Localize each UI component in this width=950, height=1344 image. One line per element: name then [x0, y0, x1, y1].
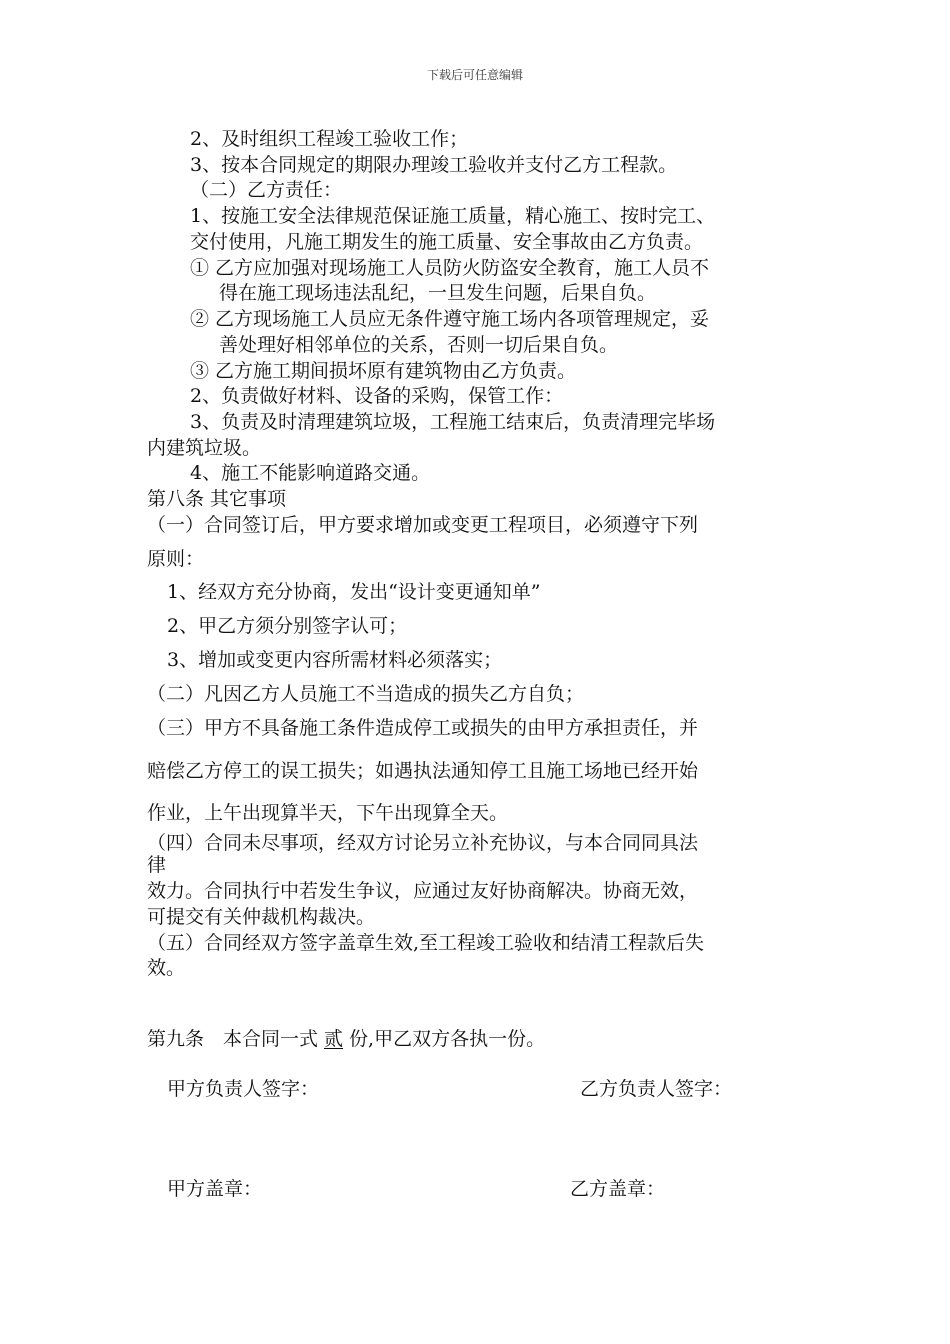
- text-line: 2、甲乙方须分别签字认可；: [167, 615, 408, 637]
- text-line: 原则：: [147, 548, 205, 570]
- text-line: 效。: [147, 957, 186, 979]
- text-line: 2、负责做好材料、设备的采购，保管工作：: [190, 385, 564, 407]
- text-line: 可提交有关仲裁机构裁决。: [147, 906, 376, 928]
- article-nine: [147, 1027, 545, 1051]
- article-heading: 第八条 其它事项: [147, 488, 287, 510]
- text-line: 2、及时组织工程竣工验收工作；: [190, 128, 469, 150]
- text-line: 3、增加或变更内容所需材料必须落实；: [167, 649, 503, 671]
- party-a-signature-label: 甲方负责人签字：: [167, 1078, 320, 1100]
- text-line: ② 乙方现场施工人员应无条件遵守施工场内各项管理规定，妥: [190, 308, 710, 330]
- text-line: 3、按本合同规定的期限办理竣工验收并支付乙方工程款。: [190, 154, 678, 176]
- article-nine-suffix: 份,甲乙双方各执一份。: [349, 1028, 546, 1050]
- text-line: 律: [147, 854, 167, 876]
- text-line: （五）合同经双方签字盖章生效,至工程竣工验收和结清工程款后失: [147, 932, 705, 954]
- text-line: 作业，上午出现算半天，下午出现算全天。: [147, 802, 509, 824]
- section-heading: （二）乙方责任：: [190, 179, 343, 201]
- party-b-signature-label: 乙方负责人签字：: [580, 1078, 733, 1100]
- text-line: 3、负责及时清理建筑垃圾，工程施工结束后，负责清理完毕场: [190, 411, 716, 433]
- copies-count: 贰: [324, 1028, 344, 1050]
- text-line: 4、施工不能影响道路交通。: [190, 462, 431, 484]
- text-line: 1、按施工安全法律规范保证施工质量，精心施工、按时完工、: [190, 205, 716, 227]
- page-header: 下载后可任意编辑: [426, 68, 523, 82]
- text-line: 内建筑垃圾。: [147, 437, 262, 459]
- article-nine-prefix: 第九条 本合同一式: [147, 1028, 319, 1050]
- text-line: ① 乙方应加强对现场施工人员防火防盗安全教育，施工人员不: [190, 257, 710, 279]
- text-line: 效力。合同执行中若发生争议，应通过友好协商解决。协商无效，: [147, 880, 699, 902]
- party-a-seal-label: 甲方盖章：: [167, 1178, 263, 1200]
- text-line: 得在施工现场违法乱纪，一旦发生问题，后果自负。: [219, 282, 657, 304]
- text-line: （三）甲方不具备施工条件造成停工或损失的由甲方承担责任，并: [147, 717, 699, 739]
- text-line: 交付使用，凡施工期发生的施工质量、安全事故由乙方负责。: [190, 231, 704, 253]
- text-line: 赔偿乙方停工的误工损失；如遇执法通知停工且施工场地已经开始: [147, 760, 699, 782]
- text-line: （一）合同签订后，甲方要求增加或变更工程项目，必须遵守下列: [147, 514, 699, 536]
- text-line: （四）合同未尽事项，经双方讨论另立补充协议，与本合同同具法: [147, 832, 699, 854]
- party-b-seal-label: 乙方盖章：: [570, 1178, 666, 1200]
- text-line: 1、经双方充分协商，发出“设计变更通知单”: [167, 581, 541, 603]
- text-line: ③ 乙方施工期间损坏原有建筑物由乙方负责。: [190, 360, 577, 382]
- text-line: 善处理好相邻单位的关系，否则一切后果自负。: [219, 334, 619, 356]
- text-line: （二）凡因乙方人员施工不当造成的损失乙方自负；: [147, 683, 585, 705]
